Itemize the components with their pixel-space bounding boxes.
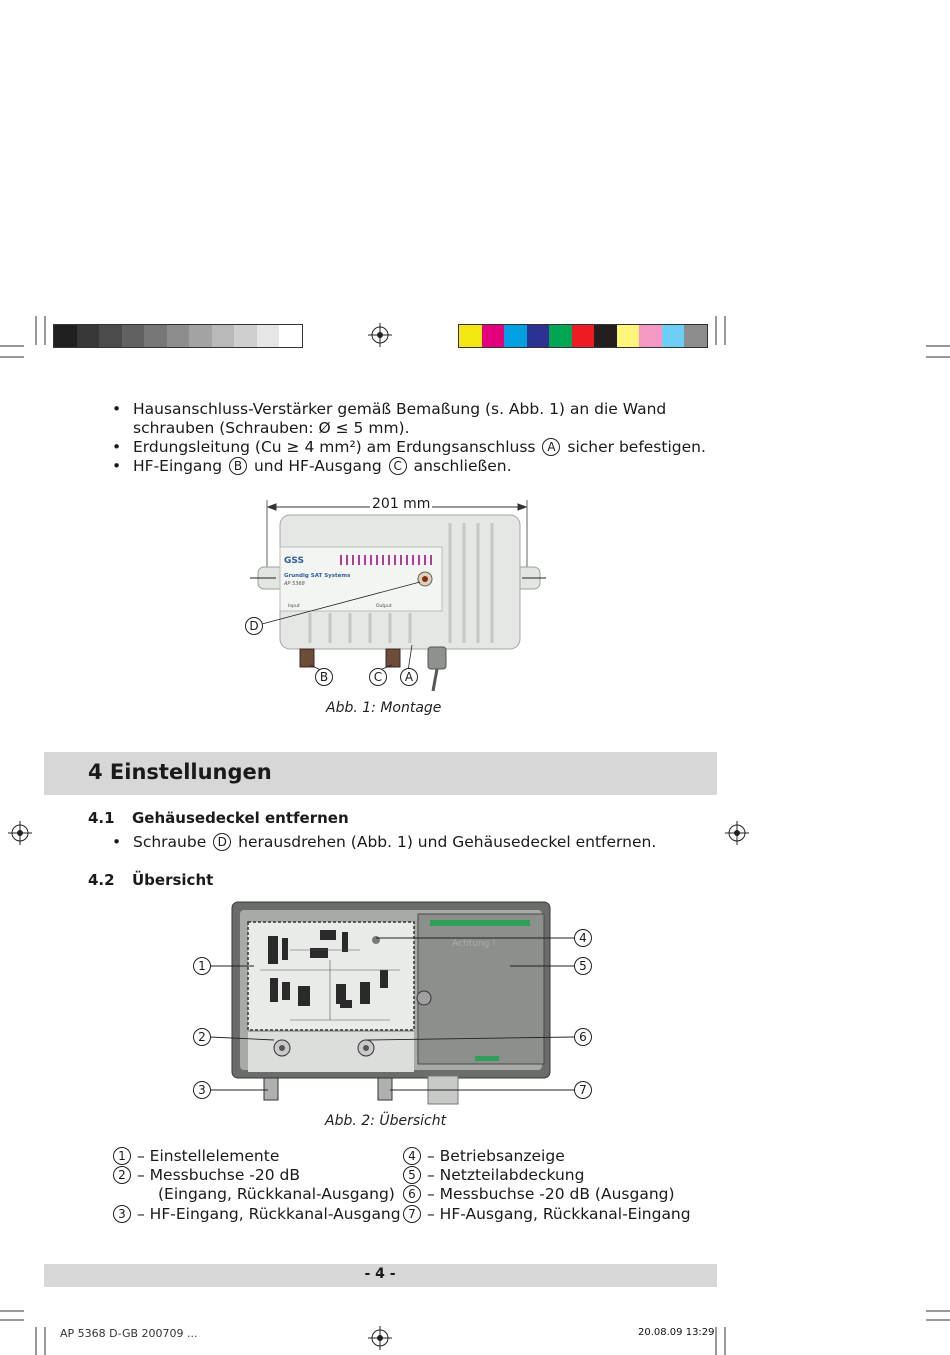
bullet-connectors: • HF-Eingang B und HF-Ausgang C anschließen. (112, 457, 512, 475)
subsection-4-2-heading (88, 871, 213, 889)
gray-swatch (212, 325, 235, 347)
legend-number: 6 (403, 1185, 421, 1203)
gray-swatch (99, 325, 122, 347)
figure2-callout-4: 4 (574, 929, 592, 947)
legend-number: 2 (113, 1166, 131, 1184)
bullet-text: Erdungsleitung (Cu ≥ 4 mm²) am Erdungsanschluss (133, 438, 536, 456)
legend-text: – HF-Eingang, Rückkanal-Ausgang (137, 1205, 401, 1223)
color-swatch (639, 325, 662, 347)
color-swatch (549, 325, 572, 347)
figure1-label-c: C (369, 668, 387, 686)
legend-item-6 (403, 1185, 675, 1203)
color-swatch (482, 325, 505, 347)
figure1-label-b: B (315, 668, 333, 686)
gray-swatch (54, 325, 77, 347)
figure1-caption: Abb. 1: Montage (326, 700, 442, 716)
input-label: Input (288, 604, 300, 609)
figure-amplifier-overview (190, 900, 600, 1110)
legend-number: 1 (113, 1147, 131, 1165)
legend-item-2 (113, 1166, 300, 1184)
color-swatch (504, 325, 527, 347)
bullet-text: Schraube (133, 833, 207, 851)
section-title: 4 Einstellungen (88, 760, 272, 784)
gray-swatch (167, 325, 190, 347)
marker-b: B (229, 457, 247, 475)
legend-number: 4 (403, 1147, 421, 1165)
color-swatch (527, 325, 550, 347)
brand-logo: GSS (284, 556, 304, 566)
print-file-slug: AP 5368 D-GB 200709 ... (60, 1327, 198, 1340)
legend-number: 5 (403, 1166, 421, 1184)
gray-swatch (189, 325, 212, 347)
color-swatch (594, 325, 617, 347)
legend-item-3 (113, 1205, 401, 1223)
figure2-callout-6: 6 (574, 1028, 592, 1046)
subsection-title: Gehäusedeckel entfernen (132, 809, 349, 827)
legend-text: – Betriebsanzeige (427, 1147, 565, 1165)
legend-item-1 (113, 1147, 279, 1165)
output-label: Output (376, 604, 392, 609)
gray-swatch (279, 325, 302, 347)
marker-d: D (213, 833, 231, 851)
brand-subtitle: Grundig SAT Systems (284, 573, 351, 579)
bullet-remove-cover: • Schraube D herausdrehen (Abb. 1) und Gehäusedeckel entfernen. (112, 833, 657, 851)
bullet-mounting-continued: schrauben (Schrauben: Ø ≤ 5 mm). (133, 419, 410, 437)
legend-item-5 (403, 1166, 584, 1184)
legend-text: – HF-Ausgang, Rückkanal-Eingang (427, 1205, 691, 1223)
subsection-4-1-heading (88, 809, 349, 827)
subsection-number: 4.1 (88, 809, 115, 827)
legend-text: – Netzteilabdeckung (427, 1166, 585, 1184)
cover-warning-text: Achtung ! (452, 939, 496, 949)
figure2-caption: Abb. 2: Übersicht (325, 1113, 447, 1129)
figure1-label-d: D (245, 617, 263, 635)
dimension-label: 201 mm (372, 496, 431, 512)
legend-number: 3 (113, 1205, 131, 1223)
figure-amplifier-mounting (240, 495, 550, 695)
figure2-callout-5: 5 (574, 957, 592, 975)
color-calibration-bar (458, 324, 708, 348)
legend-number: 7 (403, 1205, 421, 1223)
marker-a: A (542, 438, 560, 456)
figure2-callout-7: 7 (574, 1081, 592, 1099)
gray-swatch (234, 325, 257, 347)
legend-text: – Messbuchse -20 dB (Ausgang) (427, 1185, 675, 1203)
figure2-callout-1: 1 (193, 957, 211, 975)
gray-swatch (77, 325, 100, 347)
model-label: AP 5368 (284, 581, 305, 587)
subsection-number: 4.2 (88, 871, 115, 889)
bullet-text: sicher befestigen. (567, 438, 706, 456)
gray-swatch (122, 325, 145, 347)
bullet-text: anschließen. (413, 457, 512, 475)
figure2-callout-3: 3 (193, 1081, 211, 1099)
bullet-text: HF-Eingang (133, 457, 223, 475)
bullet-text: herausdrehen (Abb. 1) und Gehäusedeckel entfernen. (238, 833, 657, 851)
color-swatch (662, 325, 685, 347)
color-swatch (684, 325, 707, 347)
legend-item-2-continued: (Eingang, Rückkanal-Ausgang) (158, 1185, 395, 1203)
gray-swatch (257, 325, 280, 347)
legend-text: – Einstellelemente (137, 1147, 280, 1165)
legend-item-7 (403, 1205, 691, 1223)
figure1-label-a: A (400, 668, 418, 686)
page-number: - 4 - (364, 1266, 396, 1282)
bullet-text: Hausanschluss-Verstärker gemäß Bemaßung (s. Abb. 1) an die Wand (133, 400, 667, 418)
color-swatch (572, 325, 595, 347)
gray-swatch (144, 325, 167, 347)
print-datetime: 20.08.09 13:29 (638, 1327, 715, 1338)
figure2-callout-2: 2 (193, 1028, 211, 1046)
legend-text: – Messbuchse -20 dB (137, 1166, 300, 1184)
bullet-mounting: • Hausanschluss-Verstärker gemäß Bemaßung (s. Abb. 1) an die Wand (112, 400, 667, 418)
gray-calibration-bar (53, 324, 303, 348)
color-swatch (459, 325, 482, 347)
legend-item-4 (403, 1147, 565, 1165)
bullet-grounding: • Erdungsleitung (Cu ≥ 4 mm²) am Erdungsanschluss A sicher befestigen. (112, 438, 706, 456)
subsection-title: Übersicht (132, 871, 214, 889)
bullet-text: und HF-Ausgang (253, 457, 382, 475)
marker-c: C (389, 457, 407, 475)
color-swatch (617, 325, 640, 347)
